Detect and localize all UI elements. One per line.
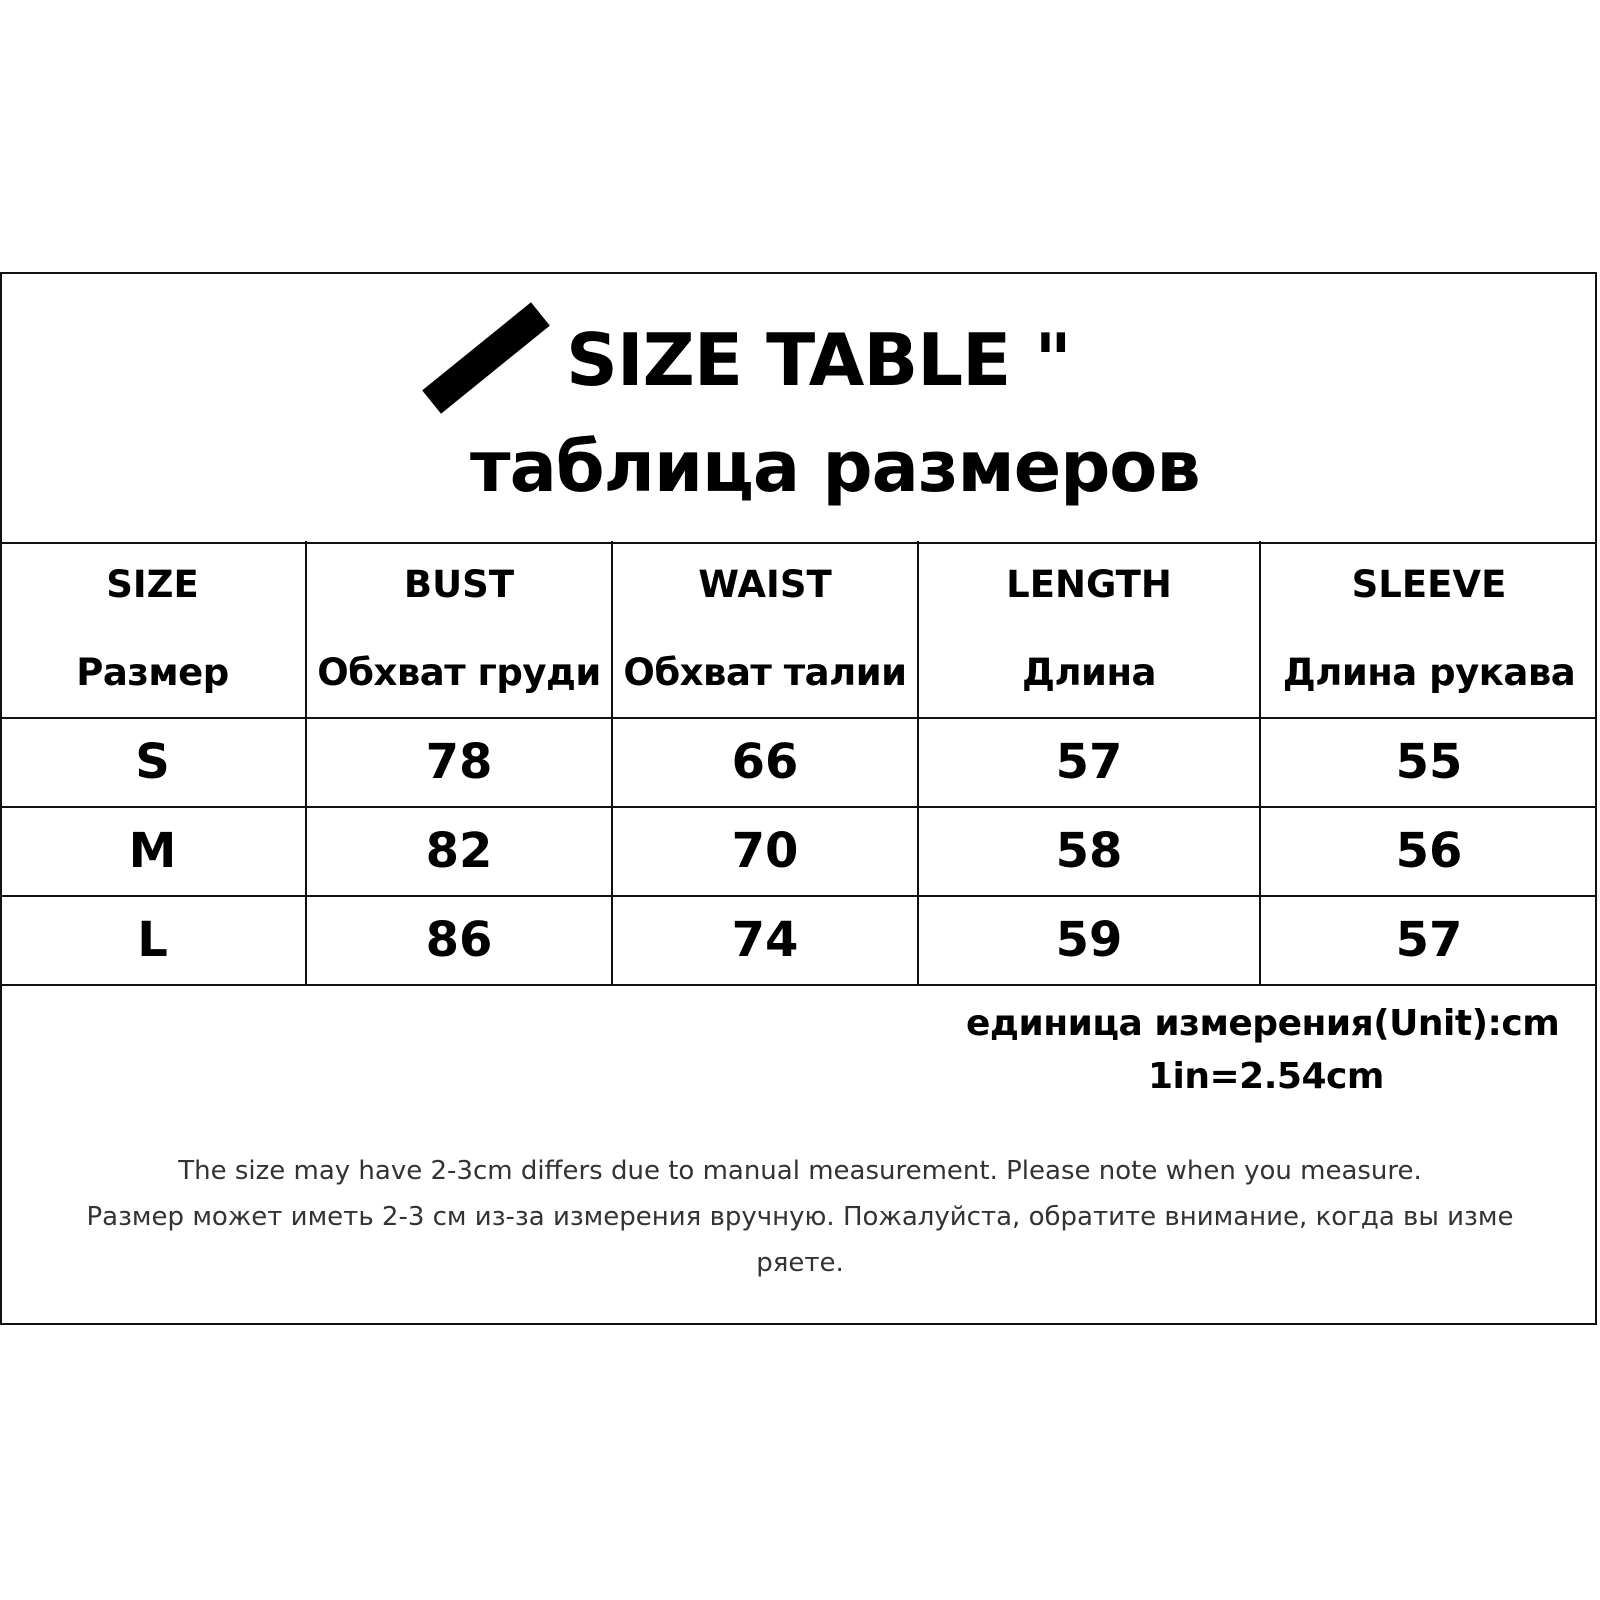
cell-size: S [0, 718, 306, 807]
note-russian-line-1: Размер может иметь 2-3 см из-за измерения вручную. Пожалуйста, обратите внимание, когда вы изме [86, 1202, 1514, 1232]
cell-waist: 66 [612, 718, 918, 807]
cell-size: L [0, 896, 306, 985]
note-english: The size may have 2-3cm differs due to manual measurement. Please note when you measure. [178, 1156, 1422, 1186]
title-russian: таблица размеров [470, 426, 1200, 508]
cell-size: M [0, 807, 306, 896]
column-header-sleeve [1260, 541, 1597, 718]
column-header-size [0, 541, 306, 718]
column-header-waist [612, 541, 918, 718]
column-header-label-ru: Размер [76, 651, 229, 694]
unit-conversion: 1in=2.54cm [1148, 1056, 1384, 1097]
column-header-bust [306, 541, 612, 718]
column-header-label-en: WAIST [698, 563, 832, 606]
column-header-label-ru: Длина [1021, 651, 1156, 694]
title-english: SIZE TABLE " [566, 318, 1071, 402]
cell-waist: 70 [612, 807, 918, 896]
column-header-length [918, 541, 1260, 718]
cell-sleeve: 55 [1260, 718, 1597, 807]
column-header-label-ru: Обхват талии [623, 651, 907, 694]
cell-bust: 82 [306, 807, 612, 896]
cell-length: 57 [918, 718, 1260, 807]
cell-bust: 86 [306, 896, 612, 985]
column-header-label-en: LENGTH [1006, 563, 1172, 606]
cell-sleeve: 56 [1260, 807, 1597, 896]
unit-label: единица измерения(Unit):cm [966, 1003, 1560, 1044]
cell-waist: 74 [612, 896, 918, 985]
table-row-s [0, 718, 1597, 807]
column-header-label-ru: Длина рукава [1282, 651, 1576, 694]
cell-length: 59 [918, 896, 1260, 985]
column-header-label-en: BUST [403, 563, 515, 606]
cell-sleeve: 57 [1260, 896, 1597, 985]
cell-bust: 78 [306, 718, 612, 807]
cell-length: 58 [918, 807, 1260, 896]
column-header-label-ru: Обхват груди [317, 651, 601, 694]
column-header-label-en: SLEEVE [1351, 563, 1507, 606]
measurement-note [10, 1148, 1590, 1286]
column-header-label-en: SIZE [106, 563, 199, 606]
size-table [0, 541, 1597, 986]
table-row-l [0, 896, 1597, 985]
table-row-m [0, 807, 1597, 896]
table-header-row [0, 541, 1597, 718]
note-russian-line-2: ряете. [756, 1248, 844, 1278]
